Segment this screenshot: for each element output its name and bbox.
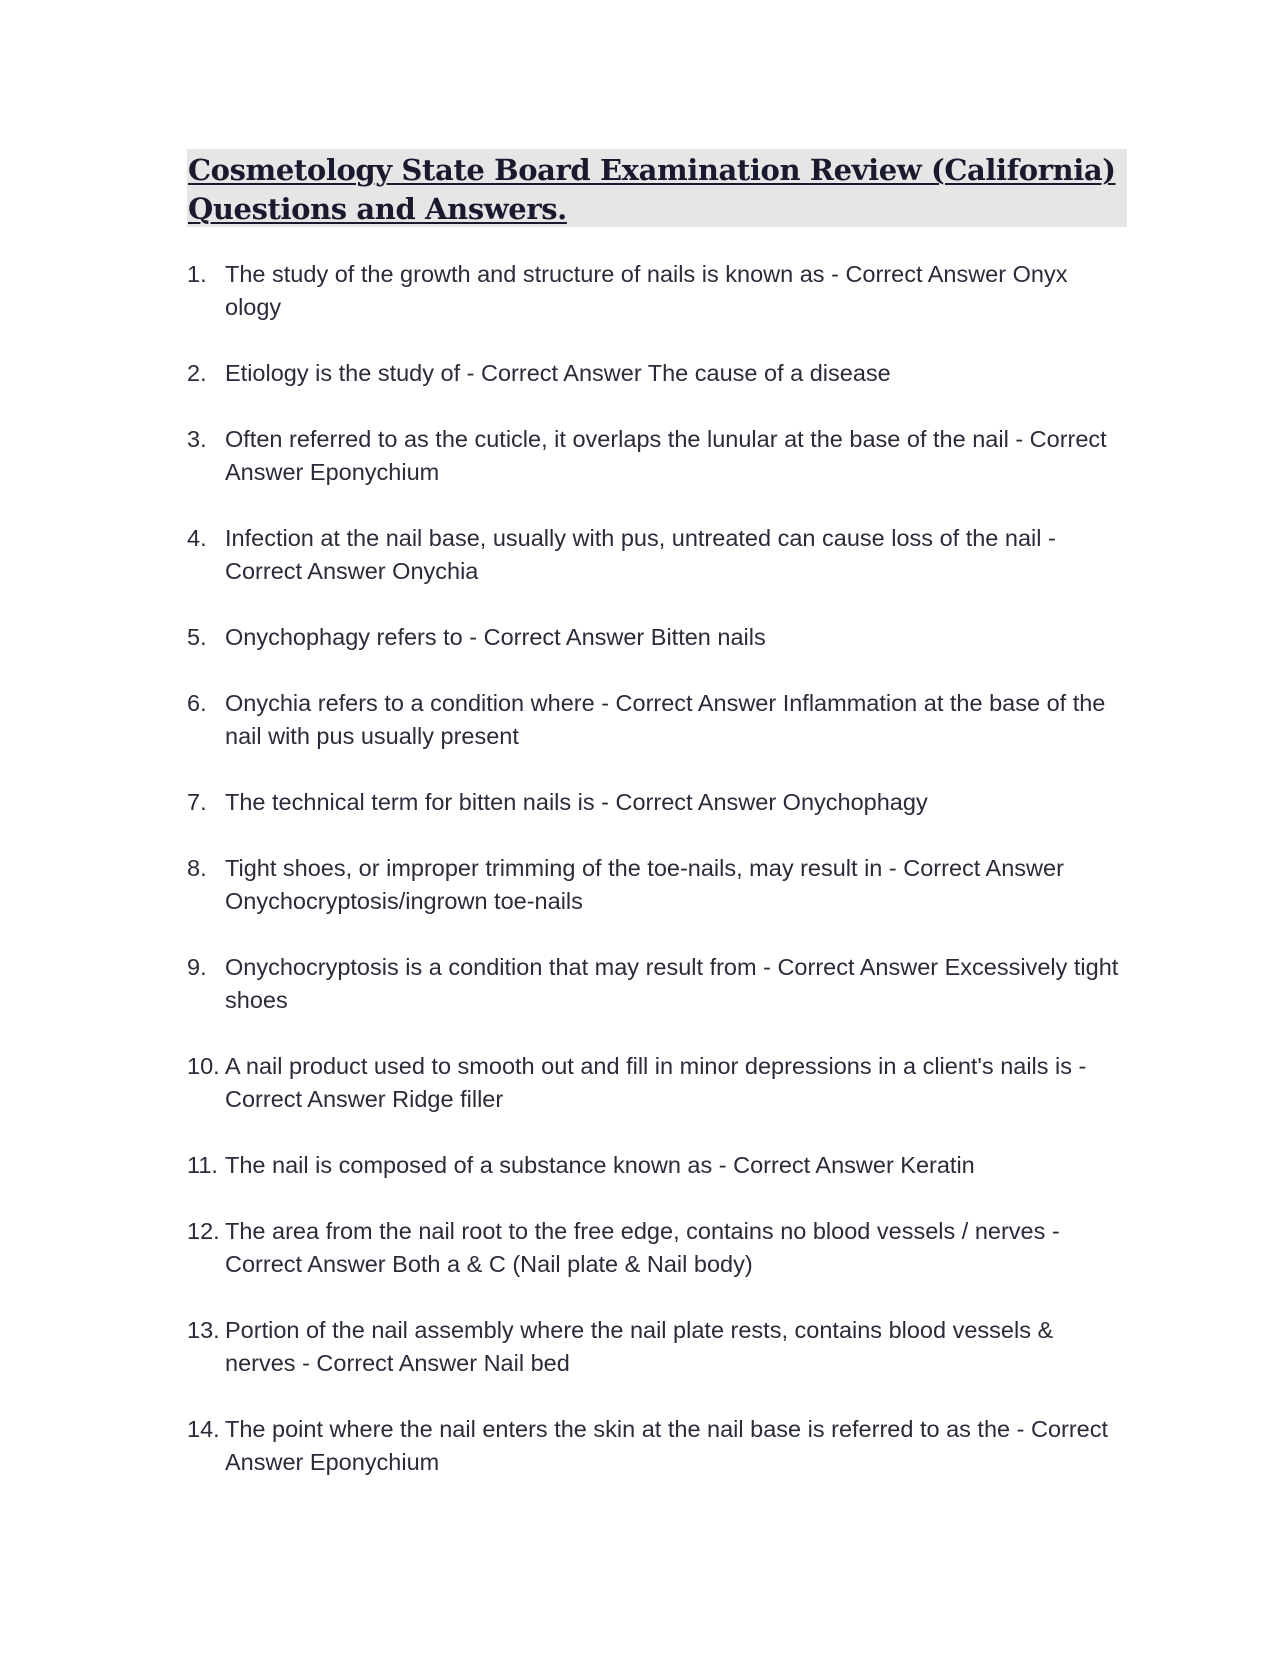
question-item [187, 1314, 1127, 1380]
question-text: Infection at the nail base, usually with pus, untreated can cause loss of the nail - Correct Answer Onychia [225, 525, 1056, 584]
question-text: A nail product used to smooth out and fill in minor depressions in a client's nails is - Correct Answer Ridge filler [225, 1053, 1087, 1112]
question-item [187, 357, 1127, 390]
question-number: 1. [187, 261, 207, 287]
question-text: The nail is composed of a substance known as - Correct Answer Keratin [225, 1152, 975, 1178]
question-text: Etiology is the study of - Correct Answer The cause of a disease [225, 360, 891, 386]
question-item [187, 423, 1127, 489]
question-item [187, 1149, 1127, 1182]
question-number: 12. [187, 1218, 220, 1244]
document-title [187, 149, 1127, 227]
question-number: 11. [187, 1152, 218, 1178]
question-item [187, 852, 1127, 918]
question-number: 7. [187, 789, 207, 815]
question-number: 13. [187, 1317, 220, 1343]
question-number: 6. [187, 690, 207, 716]
question-number: 9. [187, 954, 207, 980]
title-line-1: Cosmetology State Board Examination Review (California) [188, 153, 1116, 187]
question-text: The area from the nail root to the free edge, contains no blood vessels / nerves - Correct Answer Both a & C (Nail plate & Nail body) [225, 1218, 1060, 1277]
question-item [187, 687, 1127, 753]
question-text: Onychocryptosis is a condition that may result from - Correct Answer Excessively tight shoes [225, 954, 1119, 1013]
question-item [187, 1050, 1127, 1116]
question-number: 2. [187, 360, 207, 386]
question-text: Onychophagy refers to - Correct Answer Bitten nails [225, 624, 766, 650]
question-number: 10. [187, 1053, 220, 1079]
question-item [187, 1215, 1127, 1281]
question-text: Portion of the nail assembly where the nail plate rests, contains blood vessels & nerves - Correct Answer Nail bed [225, 1317, 1054, 1376]
question-number: 14. [187, 1416, 220, 1442]
question-list [187, 258, 1127, 1512]
question-text: The technical term for bitten nails is - Correct Answer Onychophagy [225, 789, 928, 815]
question-number: 8. [187, 855, 207, 881]
question-text: Onychia refers to a condition where - Correct Answer Inflammation at the base of the nail with pus usually present [225, 690, 1106, 749]
question-text: Often referred to as the cuticle, it overlaps the lunular at the base of the nail - Correct Answer Eponychium [225, 426, 1107, 485]
question-item [187, 258, 1127, 324]
question-item [187, 522, 1127, 588]
question-item [187, 621, 1127, 654]
question-number: 3. [187, 426, 207, 452]
question-number: 5. [187, 624, 207, 650]
question-text: Tight shoes, or improper trimming of the toe-nails, may result in - Correct Answer Onychocryptosis/ingrown toe-nails [225, 855, 1064, 914]
question-number: 4. [187, 525, 207, 551]
title-line-2: Questions and Answers. [188, 192, 567, 226]
question-text: The study of the growth and structure of nails is known as - Correct Answer Onyx ology [225, 261, 1068, 320]
question-item [187, 786, 1127, 819]
question-text: The point where the nail enters the skin at the nail base is referred to as the - Correct Answer Eponychium [225, 1416, 1109, 1475]
question-item [187, 1413, 1127, 1479]
question-item [187, 951, 1127, 1017]
